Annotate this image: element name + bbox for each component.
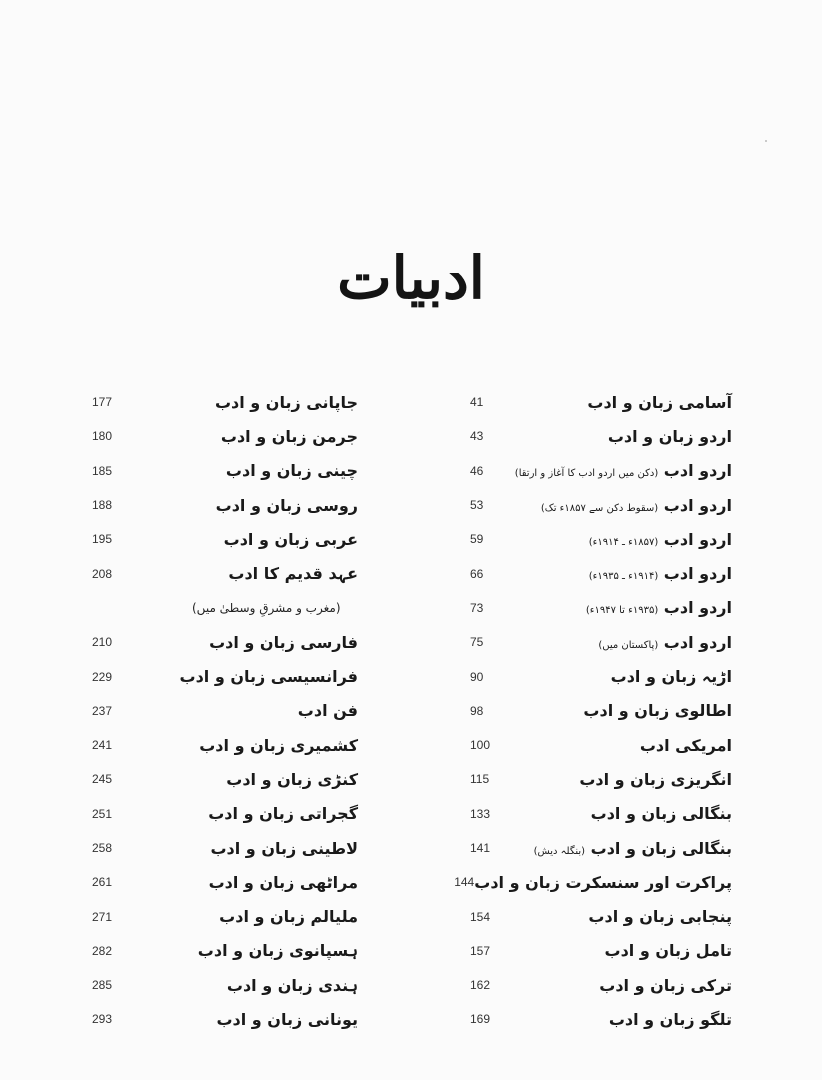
toc-entry-subtitle: (۱۹۳۵ء تا ۱۹۴۷ء) xyxy=(585,605,659,617)
toc-entry[interactable] xyxy=(92,694,358,728)
toc-entry-page-number: 133 xyxy=(470,806,491,821)
toc-entry[interactable] xyxy=(454,865,732,899)
toc-entry-page-number: 188 xyxy=(92,498,113,513)
toc-entry-title-text: جاپانی زبان و ادب xyxy=(214,392,358,412)
toc-entry-title-text: آسامی زبان و ادب xyxy=(587,392,732,412)
toc-entry-title xyxy=(599,976,732,995)
toc-entry[interactable] xyxy=(92,454,358,488)
toc-entry[interactable] xyxy=(470,1002,732,1036)
toc-entry-page-number: 43 xyxy=(470,429,484,444)
toc-entry-title xyxy=(227,976,358,995)
toc-entry-subtitle: (۱۸۵۷ء ـ ۱۹۱۴ء) xyxy=(588,536,659,548)
toc-entry-title-text: اڑیہ زبان و ادب xyxy=(610,667,732,687)
toc-entry-page-number: 66 xyxy=(470,566,484,581)
toc-left-column xyxy=(92,385,358,1045)
toc-entry-title xyxy=(591,804,732,823)
toc-entry-title xyxy=(474,873,732,892)
toc-entry-title xyxy=(579,770,732,789)
toc-entry[interactable] xyxy=(92,488,358,522)
toc-entry[interactable] xyxy=(92,728,358,762)
toc-entry-title xyxy=(515,461,732,480)
toc-entry-title-text: کنڑی زبان و ادب xyxy=(226,769,358,789)
toc-entry-title-text: بنگالی زبان و ادب xyxy=(590,804,732,824)
toc-entry-page-number: 229 xyxy=(92,669,113,684)
toc-entry-title-text: اردو ادب xyxy=(663,632,732,652)
toc-entry-page-number: 154 xyxy=(470,909,491,924)
toc-entry-title-text: تامل زبان و ادب xyxy=(604,941,732,961)
toc-entry-title-text: فرانسیسی زبان و ادب xyxy=(179,667,358,687)
toc-entry-page-number: 258 xyxy=(92,841,113,855)
toc-entry-title xyxy=(226,461,358,480)
toc-entry[interactable] xyxy=(92,385,358,419)
toc-entry-title-text: ملیالم زبان و ادب xyxy=(219,907,358,927)
toc-entry-page-number: 98 xyxy=(470,703,484,718)
paper-speck xyxy=(765,140,767,142)
toc-entry-page-number: 180 xyxy=(92,429,113,444)
toc-entry-title xyxy=(611,667,732,686)
toc-entry[interactable] xyxy=(470,797,732,831)
toc-entry-title xyxy=(215,393,358,412)
toc-entry-title-text: اردو ادب xyxy=(663,529,732,549)
toc-entry-title-text: تلگو زبان و ادب xyxy=(608,1009,732,1029)
toc-entry-title-text: مراٹھی زبان و ادب xyxy=(208,872,358,892)
toc-entry-subtitle: (سقوط دکن سے ۱۸۵۷ء تک) xyxy=(540,502,659,514)
toc-entry-title-text: گجراتی زبان و ادب xyxy=(208,804,358,824)
toc-entry-page-number: 73 xyxy=(470,600,484,615)
toc-entry-title xyxy=(226,770,358,789)
toc-entry-title xyxy=(604,941,732,960)
toc-entry-title xyxy=(216,1010,358,1029)
toc-entry-title-text: عہد قدیم کا ادب xyxy=(228,564,358,584)
toc-entry-title-text: پنجابی زبان و ادب xyxy=(588,907,732,927)
toc-entry[interactable] xyxy=(92,625,358,659)
toc-entry-title-text: کشمیری زبان و ادب xyxy=(199,735,358,755)
toc-entry-page-number: 210 xyxy=(92,635,113,650)
toc-entry[interactable] xyxy=(470,934,732,968)
toc-entry-title xyxy=(209,873,358,892)
toc-entry-title-text: امریکی ادب xyxy=(639,735,732,755)
toc-entry[interactable] xyxy=(470,419,732,453)
toc-entry-page-number: 162 xyxy=(470,978,491,993)
toc-entry-page-number: 115 xyxy=(470,772,490,787)
toc-entry-title xyxy=(209,633,358,652)
toc-entry-title-text: اردو ادب xyxy=(663,564,732,584)
toc-entry-page-number: 144 xyxy=(454,875,475,890)
toc-entry-title xyxy=(587,393,732,412)
toc-entry[interactable] xyxy=(92,831,358,865)
toc-entry[interactable] xyxy=(470,728,732,762)
toc-entry-page-number: 237 xyxy=(92,703,113,718)
toc-entry-page-number: 261 xyxy=(92,875,113,890)
toc-entry-title-text: اطالوی زبان و ادب xyxy=(583,701,732,721)
toc-entry-title-text: ہندی زبان و ادب xyxy=(226,975,358,995)
toc-entry-title xyxy=(608,427,732,446)
toc-entry-title-text: فن ادب xyxy=(297,701,358,721)
toc-entry-page-number: 100 xyxy=(470,738,491,753)
toc-entry-title-text: ہسپانوی زبان و ادب xyxy=(197,941,358,961)
toc-entry-page-number: 157 xyxy=(470,943,491,958)
toc-entry-page-number: 59 xyxy=(470,532,484,547)
toc-entry-title xyxy=(199,736,358,755)
toc-entry-title xyxy=(589,564,732,583)
toc-entry-title xyxy=(179,667,358,686)
page-title: ادبیات xyxy=(337,243,485,312)
toc-entry-title xyxy=(210,839,358,858)
toc-entry[interactable] xyxy=(92,556,358,590)
toc-entry-page-number: 169 xyxy=(470,1012,491,1027)
toc-entry-title xyxy=(586,598,732,617)
toc-entry-title-text: عربی زبان و ادب xyxy=(223,529,358,549)
toc-entry-title-text: لاطینی زبان و ادب xyxy=(210,838,358,858)
toc-entry-title xyxy=(609,1010,732,1029)
toc-entry[interactable] xyxy=(92,522,358,556)
toc-entry-title xyxy=(224,530,358,549)
toc-entry-page-number: 141 xyxy=(470,841,491,855)
toc-entry-page-number: 245 xyxy=(92,772,113,787)
toc-entry-page-number: 282 xyxy=(92,943,113,958)
toc-entry[interactable] xyxy=(92,1002,358,1036)
toc-entry-subtitle: (پاکستان میں) xyxy=(598,639,659,651)
toc-entry-page-number: 208 xyxy=(92,566,113,581)
toc-right-column xyxy=(454,385,732,1045)
toc-entry[interactable] xyxy=(92,419,358,453)
toc-subheading: (مغرب و مشرقِ وسطیٰ میں) xyxy=(192,600,341,615)
toc-entry[interactable] xyxy=(92,659,358,693)
toc-entry-page-number: 271 xyxy=(92,909,113,924)
toc-entry[interactable] xyxy=(470,831,732,865)
toc-entry[interactable] xyxy=(92,968,358,1002)
toc-entry[interactable] xyxy=(470,488,732,522)
toc-entry[interactable] xyxy=(470,385,732,419)
toc-entry[interactable] xyxy=(92,797,358,831)
toc-entry[interactable] xyxy=(92,934,358,968)
toc-entry-title-text: جرمن زبان و ادب xyxy=(220,426,358,446)
toc-entry-title xyxy=(588,907,732,926)
toc-entry-page-number: 285 xyxy=(92,978,113,993)
toc-entry-page-number: 53 xyxy=(470,498,484,513)
toc-entry-title-text: پراکرت اور سنسکرت زبان و ادب xyxy=(474,872,732,892)
toc-entry-subtitle: (بنگلہ دیش) xyxy=(533,845,586,857)
toc-entry-title-text: اردو ادب xyxy=(663,598,732,618)
toc-entry-page-number: 293 xyxy=(92,1012,113,1027)
toc-entry-page-number: 195 xyxy=(92,532,113,547)
toc-entry-title-text: یونانی زبان و ادب xyxy=(216,1009,358,1029)
toc-entry-title xyxy=(298,701,358,720)
toc-entry-title xyxy=(589,530,732,549)
toc-entry[interactable] xyxy=(92,762,358,796)
toc-entry[interactable] xyxy=(92,865,358,899)
toc-entry[interactable] xyxy=(470,522,732,556)
toc-entry-title xyxy=(541,496,732,515)
toc-entry[interactable] xyxy=(470,968,732,1002)
toc-entry-title-text: فارسی زبان و ادب xyxy=(209,632,358,652)
toc-entry-title-text: روسی زبان و ادب xyxy=(215,495,358,515)
toc-entry[interactable] xyxy=(470,591,732,625)
toc-entry-title-text: چینی زبان و ادب xyxy=(225,461,358,481)
toc-entry[interactable] xyxy=(470,556,732,590)
toc-entry-title-text: اردو زبان و ادب xyxy=(607,426,732,446)
toc-entry-title xyxy=(208,804,358,823)
toc-entry-title-text: اردو ادب xyxy=(663,495,732,515)
toc-entry-title-text: اردو ادب xyxy=(663,461,732,481)
toc-entry-title xyxy=(219,907,358,926)
toc-entry-subtitle: (دکن میں اردو ادب کا آغاز و ارتقا) xyxy=(514,468,659,480)
toc-entry-page-number: 46 xyxy=(470,463,484,478)
toc-entry-page-number: 90 xyxy=(470,669,484,684)
toc-entry-title xyxy=(216,496,358,515)
toc-entry-title-text: ترکی زبان و ادب xyxy=(599,975,732,995)
toc-entry-page-number: 41 xyxy=(470,395,484,410)
toc-entry[interactable] xyxy=(470,762,732,796)
toc-entry[interactable] xyxy=(470,454,732,488)
toc-entry-page-number: 75 xyxy=(470,635,484,650)
toc-entry-title xyxy=(534,839,732,858)
toc-entry-page-number: 185 xyxy=(92,463,113,478)
toc-entry-page-number: 251 xyxy=(92,806,113,821)
toc-entry[interactable] xyxy=(92,899,358,933)
toc-entry[interactable] xyxy=(470,899,732,933)
toc-entry[interactable] xyxy=(470,659,732,693)
toc-entry-page-number: 177 xyxy=(92,395,113,410)
toc-entry-title-text: بنگالی زبان و ادب xyxy=(590,838,732,858)
toc-entry-subtitle: (۱۹۱۴ء ـ ۱۹۳۵ء) xyxy=(588,571,659,583)
toc-entry-page-number: 241 xyxy=(92,738,113,753)
toc-entry[interactable] xyxy=(470,694,732,728)
toc-entry-title xyxy=(640,736,732,755)
toc-entry-title xyxy=(228,564,358,583)
toc-entry-title xyxy=(221,427,358,446)
toc-entry-title xyxy=(598,633,732,652)
toc-entry-title xyxy=(583,701,732,720)
toc-entry-title-text: انگریزی زبان و ادب xyxy=(579,769,732,789)
toc-entry-title xyxy=(198,941,358,960)
toc-entry[interactable] xyxy=(470,625,732,659)
